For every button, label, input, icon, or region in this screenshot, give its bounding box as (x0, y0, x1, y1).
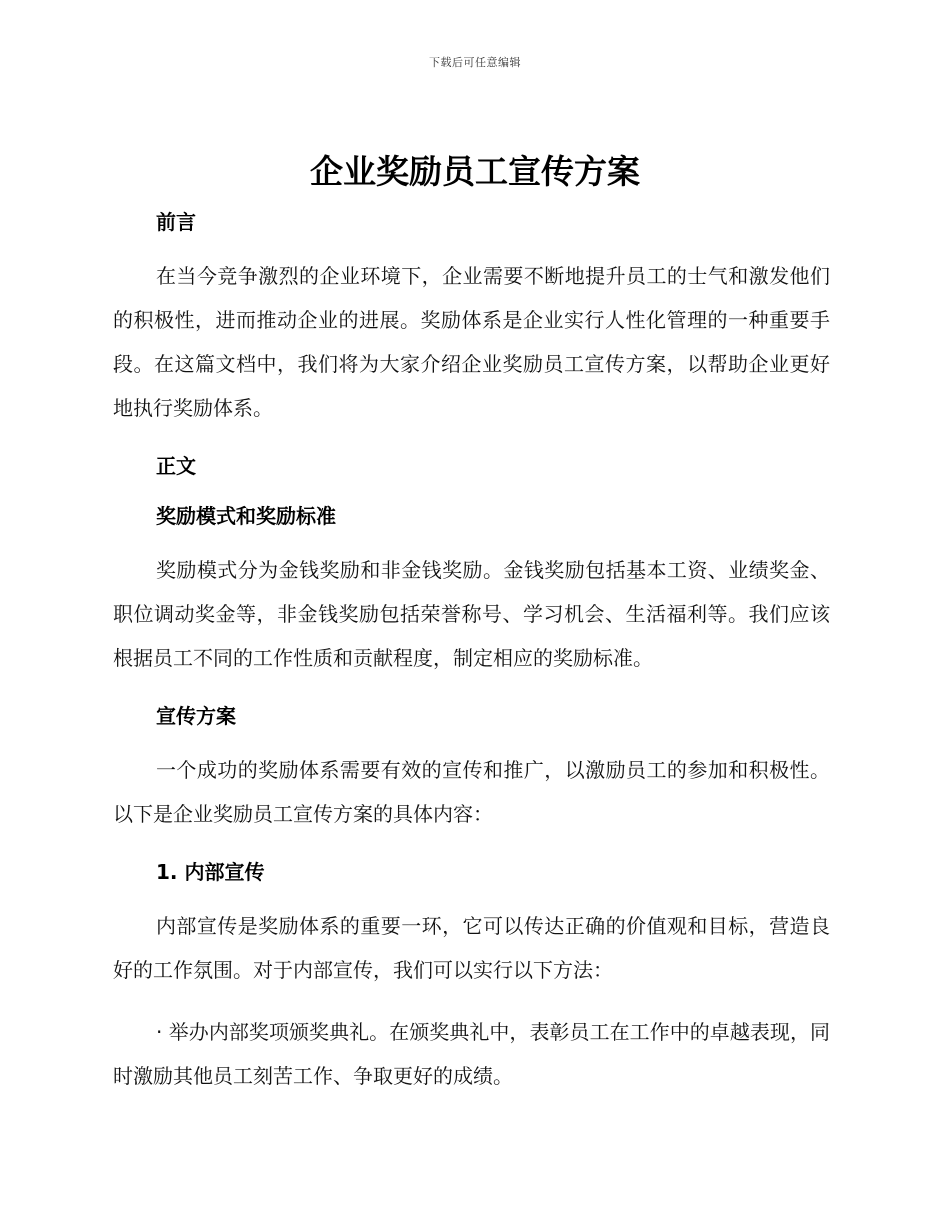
preface-heading: 前言 (156, 210, 196, 234)
bullet-item: · 举办内部奖项颁奖典礼。在颁奖典礼中，表彰员工在工作中的卓越表现，同时激励其他员工刻苦工作、争取更好的成绩。 (113, 1020, 830, 1088)
internal-paragraph: 内部宣传是奖励体系的重要一环，它可以传达正确的价值观和目标，营造良好的工作氛围。对于内部宣传，我们可以实行以下方法： (113, 914, 830, 982)
header-note: 下载后可任意编辑 (429, 56, 521, 69)
reward-heading: 奖励模式和奖励标准 (156, 504, 336, 528)
promo-paragraph: 一个成功的奖励体系需要有效的宣传和推广，以激励员工的参加和积极性。以下是企业奖励员工宣传方案的具体内容： (113, 758, 830, 826)
promo-heading: 宣传方案 (156, 704, 236, 728)
document-body (113, 204, 830, 1098)
document-title: 企业奖励员工宣传方案 (310, 152, 640, 191)
body-heading: 正文 (156, 454, 196, 478)
reward-paragraph: 奖励模式分为金钱奖励和非金钱奖励。金钱奖励包括基本工资、业绩奖金、职位调动奖金等，非金钱奖励包括荣誉称号、学习机会、生活福利等。我们应该根据员工不同的工作性质和贡献程度，制定相应的奖励标准。 (113, 558, 830, 670)
internal-heading: 1. 内部宣传 (156, 860, 265, 884)
preface-paragraph: 在当今竞争激烈的企业环境下，企业需要不断地提升员工的士气和激发他们的积极性，进而推动企业的进展。奖励体系是企业实行人性化管理的一种重要手段。在这篇文档中，我们将为大家介绍企业奖励员工宣传方案，以帮助企业更好地执行奖励体系。 (113, 264, 830, 420)
